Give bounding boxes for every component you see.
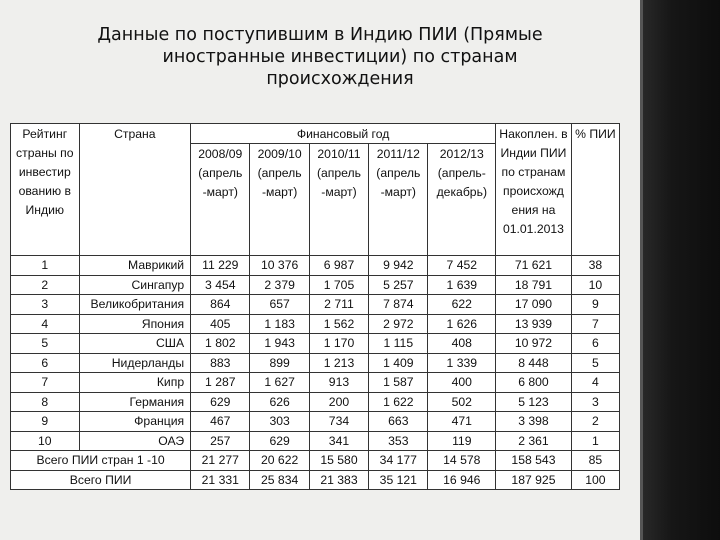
total-row	[11, 451, 620, 471]
value-cell: 7	[571, 314, 619, 334]
total-value-cell: 16 946	[428, 470, 496, 490]
value-cell: 13 939	[496, 314, 572, 334]
value-cell: 629	[250, 431, 309, 451]
header-year: 2008/09 (апрель -март)	[191, 144, 250, 256]
value-cell: 11 229	[191, 256, 250, 276]
value-cell: 663	[369, 412, 428, 432]
country-cell: Кипр	[79, 373, 191, 393]
value-cell: 1 409	[369, 353, 428, 373]
value-cell: 1	[571, 431, 619, 451]
fdi-table	[10, 123, 620, 490]
header-year: 2011/12 (апрель -март)	[369, 144, 428, 256]
total-value-cell: 85	[571, 451, 619, 471]
total-label-cell: Всего ПИИ стран 1 -10	[11, 451, 191, 471]
rank-cell: 8	[11, 392, 80, 412]
table-row	[11, 256, 620, 276]
table-row	[11, 334, 620, 354]
value-cell: 471	[428, 412, 496, 432]
value-cell: 1 562	[309, 314, 368, 334]
header-year: 2009/10 (апрель -март)	[250, 144, 309, 256]
total-value-cell: 100	[571, 470, 619, 490]
value-cell: 1 627	[250, 373, 309, 393]
fdi-table-container	[10, 123, 620, 490]
header-year: 2012/13 (апрель-декабрь)	[428, 144, 496, 256]
table-row	[11, 353, 620, 373]
value-cell: 2 379	[250, 275, 309, 295]
value-cell: 3 398	[496, 412, 572, 432]
total-value-cell: 158 543	[496, 451, 572, 471]
value-cell: 1 170	[309, 334, 368, 354]
table-row	[11, 275, 620, 295]
value-cell: 1 183	[250, 314, 309, 334]
value-cell: 5 257	[369, 275, 428, 295]
title-line-1: Данные по поступившим в Индию ПИИ (Прямые	[97, 25, 543, 45]
value-cell: 17 090	[496, 295, 572, 315]
table-row	[11, 431, 620, 451]
rank-cell: 10	[11, 431, 80, 451]
value-cell: 899	[250, 353, 309, 373]
value-cell: 341	[309, 431, 368, 451]
value-cell: 7 452	[428, 256, 496, 276]
total-value-cell: 35 121	[369, 470, 428, 490]
total-value-cell: 25 834	[250, 470, 309, 490]
country-cell: Япония	[79, 314, 191, 334]
value-cell: 3	[571, 392, 619, 412]
total-value-cell: 187 925	[496, 470, 572, 490]
value-cell: 1 705	[309, 275, 368, 295]
value-cell: 657	[250, 295, 309, 315]
value-cell: 626	[250, 392, 309, 412]
value-cell: 119	[428, 431, 496, 451]
value-cell: 883	[191, 353, 250, 373]
value-cell: 1 639	[428, 275, 496, 295]
value-cell: 1 626	[428, 314, 496, 334]
total-value-cell: 21 383	[309, 470, 368, 490]
value-cell: 7 874	[369, 295, 428, 315]
value-cell: 1 213	[309, 353, 368, 373]
header-accumulated: Накоплен. в Индии ПИИ по странам происхожд ения на 01.01.2013	[496, 124, 572, 256]
value-cell: 1 287	[191, 373, 250, 393]
value-cell: 10 376	[250, 256, 309, 276]
total-row	[11, 470, 620, 490]
value-cell: 8 448	[496, 353, 572, 373]
value-cell: 467	[191, 412, 250, 432]
header-rank: Рейтинг страны по инвестир ованию в Индию	[11, 124, 80, 256]
value-cell: 1 115	[369, 334, 428, 354]
value-cell: 303	[250, 412, 309, 432]
table-row	[11, 392, 620, 412]
total-value-cell: 14 578	[428, 451, 496, 471]
value-cell: 6 800	[496, 373, 572, 393]
country-cell: Маврикий	[79, 256, 191, 276]
rank-cell: 1	[11, 256, 80, 276]
total-value-cell: 15 580	[309, 451, 368, 471]
table-row	[11, 295, 620, 315]
value-cell: 1 943	[250, 334, 309, 354]
header-year: 2010/11 (апрель -март)	[309, 144, 368, 256]
slide-title	[60, 24, 620, 90]
value-cell: 502	[428, 392, 496, 412]
rank-cell: 7	[11, 373, 80, 393]
value-cell: 1 802	[191, 334, 250, 354]
value-cell: 9 942	[369, 256, 428, 276]
value-cell: 4	[571, 373, 619, 393]
value-cell: 6	[571, 334, 619, 354]
value-cell: 353	[369, 431, 428, 451]
rank-cell: 5	[11, 334, 80, 354]
value-cell: 408	[428, 334, 496, 354]
total-value-cell: 21 277	[191, 451, 250, 471]
value-cell: 257	[191, 431, 250, 451]
country-cell: Великобритания	[79, 295, 191, 315]
country-cell: ОАЭ	[79, 431, 191, 451]
value-cell: 10	[571, 275, 619, 295]
value-cell: 2 972	[369, 314, 428, 334]
value-cell: 2 711	[309, 295, 368, 315]
value-cell: 864	[191, 295, 250, 315]
country-cell: США	[79, 334, 191, 354]
value-cell: 405	[191, 314, 250, 334]
country-cell: Франция	[79, 412, 191, 432]
rank-cell: 2	[11, 275, 80, 295]
value-cell: 71 621	[496, 256, 572, 276]
rank-cell: 6	[11, 353, 80, 373]
value-cell: 1 587	[369, 373, 428, 393]
value-cell: 629	[191, 392, 250, 412]
value-cell: 5 123	[496, 392, 572, 412]
title-line-3: происхождения	[266, 69, 414, 89]
value-cell: 1 339	[428, 353, 496, 373]
value-cell: 10 972	[496, 334, 572, 354]
value-cell: 9	[571, 295, 619, 315]
value-cell: 734	[309, 412, 368, 432]
total-value-cell: 20 622	[250, 451, 309, 471]
value-cell: 2	[571, 412, 619, 432]
slide-side-panel	[640, 0, 720, 540]
rank-cell: 9	[11, 412, 80, 432]
value-cell: 400	[428, 373, 496, 393]
value-cell: 18 791	[496, 275, 572, 295]
header-country: Страна	[79, 124, 191, 256]
table-row	[11, 314, 620, 334]
value-cell: 2 361	[496, 431, 572, 451]
country-cell: Нидерланды	[79, 353, 191, 373]
table-row	[11, 373, 620, 393]
total-label-cell: Всего ПИИ	[11, 470, 191, 490]
total-value-cell: 34 177	[369, 451, 428, 471]
value-cell: 622	[428, 295, 496, 315]
country-cell: Сингапур	[79, 275, 191, 295]
value-cell: 913	[309, 373, 368, 393]
rank-cell: 4	[11, 314, 80, 334]
header-percent: % ПИИ	[571, 124, 619, 256]
title-line-2: иностранные инвестиции) по странам	[162, 47, 518, 67]
value-cell: 1 622	[369, 392, 428, 412]
table-row	[11, 412, 620, 432]
country-cell: Германия	[79, 392, 191, 412]
value-cell: 38	[571, 256, 619, 276]
value-cell: 3 454	[191, 275, 250, 295]
value-cell: 5	[571, 353, 619, 373]
value-cell: 6 987	[309, 256, 368, 276]
total-value-cell: 21 331	[191, 470, 250, 490]
rank-cell: 3	[11, 295, 80, 315]
header-fiscal-year: Финансовый год	[191, 124, 496, 144]
value-cell: 200	[309, 392, 368, 412]
